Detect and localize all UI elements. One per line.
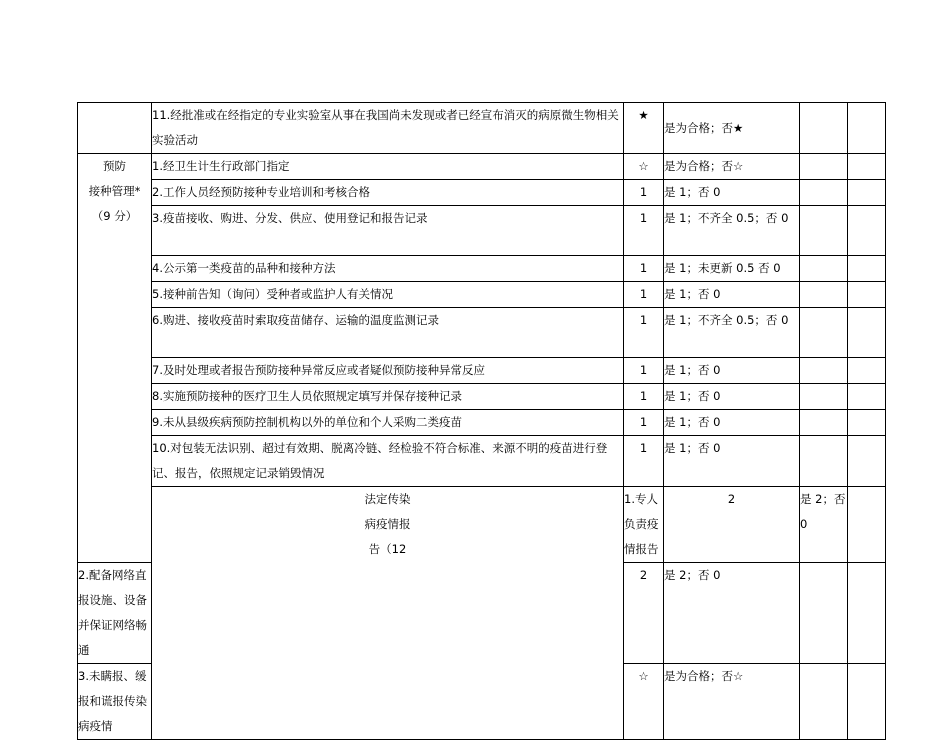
table-row <box>78 410 886 436</box>
item-cell: 2.工作人员经预防接种专业培训和考核合格 <box>152 180 624 206</box>
rule-cell: 是 2；否 0 <box>664 563 800 664</box>
blank-cell <box>800 282 848 308</box>
blank-cell <box>848 256 886 282</box>
score-cell: ★ <box>624 103 664 154</box>
blank-cell <box>800 436 848 487</box>
blank-cell <box>848 384 886 410</box>
item-cell: 1.经卫生计生行政部门指定 <box>152 154 624 180</box>
table-row <box>78 487 886 563</box>
rule-cell: 是 2；否 0 <box>800 487 848 563</box>
table-row <box>78 282 886 308</box>
item-cell: 3.疫苗接收、购进、分发、供应、使用登记和报告记录 <box>152 206 624 256</box>
score-cell: 1 <box>624 256 664 282</box>
category-line: 预防 <box>103 159 126 173</box>
blank-cell <box>848 180 886 206</box>
rule-cell: 是 1；否 0 <box>664 384 800 410</box>
item-cell: 7.及时处理或者报告预防接种异常反应或者疑似预防接种异常反应 <box>152 358 624 384</box>
blank-cell <box>848 206 886 256</box>
score-cell: ☆ <box>624 664 664 740</box>
blank-cell <box>800 410 848 436</box>
table-row <box>78 256 886 282</box>
blank-cell <box>848 282 886 308</box>
table-row <box>78 154 886 180</box>
blank-cell <box>800 384 848 410</box>
category-line: 告（12 <box>368 542 407 556</box>
blank-cell <box>848 103 886 154</box>
rule-cell: 是为合格；否☆ <box>664 664 800 740</box>
blank-cell <box>848 436 886 487</box>
blank-cell <box>848 563 886 664</box>
score-cell: 1 <box>624 206 664 256</box>
blank-cell <box>848 154 886 180</box>
blank-cell <box>800 256 848 282</box>
blank-cell <box>848 358 886 384</box>
category-vaccination <box>78 154 152 563</box>
score-cell: 1 <box>624 308 664 358</box>
rule-cell: 是 1；否 0 <box>664 180 800 206</box>
inspection-table <box>77 102 886 740</box>
table-row <box>78 103 886 154</box>
category-line: （9 分） <box>91 209 138 223</box>
table-row <box>78 358 886 384</box>
score-cell: 1 <box>624 180 664 206</box>
rule-cell: 是 1；否 0 <box>664 358 800 384</box>
score-cell: 1 <box>624 410 664 436</box>
score-cell: 2 <box>624 563 664 664</box>
item-cell: 3.未瞒报、缓报和谎报传染病疫情 <box>78 664 152 740</box>
category-line: 法定传染 <box>364 492 411 506</box>
blank-cell <box>800 154 848 180</box>
rule-cell: 是 1；不齐全 0.5；否 0 <box>664 308 800 358</box>
item-cell: 11.经批准或在经指定的专业实验室从事在我国尚未发现或者已经宣布消灭的病原微生物相关实验活动 <box>152 103 624 154</box>
score-cell: 2 <box>664 487 800 563</box>
blank-cell <box>800 664 848 740</box>
blank-cell <box>848 487 886 563</box>
rule-cell: 是 1；否 0 <box>664 436 800 487</box>
rule-cell: 是为合格；否★ <box>664 103 800 154</box>
item-cell: 2.配备网络直报设施、设备并保证网络畅通 <box>78 563 152 664</box>
item-cell: 6.购进、接收疫苗时索取疫苗储存、运输的温度监测记录 <box>152 308 624 358</box>
category-epidemic <box>152 487 624 740</box>
item-cell: 10.对包装无法识别、超过有效期、脱离冷链、经检验不符合标准、来源不明的疫苗进行登记、报告，依照规定记录销毁情况 <box>152 436 624 487</box>
category-cell-empty <box>78 103 152 154</box>
rule-cell: 是 1；否 0 <box>664 410 800 436</box>
rule-cell: 是 1；不齐全 0.5；否 0 <box>664 206 800 256</box>
category-line: 接种管理* <box>88 184 141 198</box>
blank-cell <box>800 206 848 256</box>
table-row <box>78 180 886 206</box>
table-row <box>78 308 886 358</box>
score-cell: 1 <box>624 384 664 410</box>
table-row <box>78 384 886 410</box>
blank-cell <box>848 664 886 740</box>
rule-cell: 是 1；否 0 <box>664 282 800 308</box>
blank-cell <box>800 180 848 206</box>
table-row <box>78 436 886 487</box>
blank-cell <box>800 103 848 154</box>
category-line: 病疫情报 <box>364 517 411 531</box>
table-row <box>78 206 886 256</box>
blank-cell <box>800 308 848 358</box>
rule-cell: 是 1；未更新 0.5 否 0 <box>664 256 800 282</box>
rule-cell: 是为合格；否☆ <box>664 154 800 180</box>
item-cell: 8.实施预防接种的医疗卫生人员依照规定填写并保存接种记录 <box>152 384 624 410</box>
blank-cell <box>800 358 848 384</box>
item-cell: 5.接种前告知（询问）受种者或监护人有关情况 <box>152 282 624 308</box>
score-cell: 1 <box>624 358 664 384</box>
score-cell: 1 <box>624 282 664 308</box>
blank-cell <box>800 563 848 664</box>
blank-cell <box>848 410 886 436</box>
score-cell: ☆ <box>624 154 664 180</box>
score-cell: 1 <box>624 436 664 487</box>
item-cell: 1.专人负责疫情报告 <box>624 487 664 563</box>
item-cell: 9.未从县级疾病预防控制机构以外的单位和个人采购二类疫苗 <box>152 410 624 436</box>
blank-cell <box>848 308 886 358</box>
item-cell: 4.公示第一类疫苗的品种和接种方法 <box>152 256 624 282</box>
